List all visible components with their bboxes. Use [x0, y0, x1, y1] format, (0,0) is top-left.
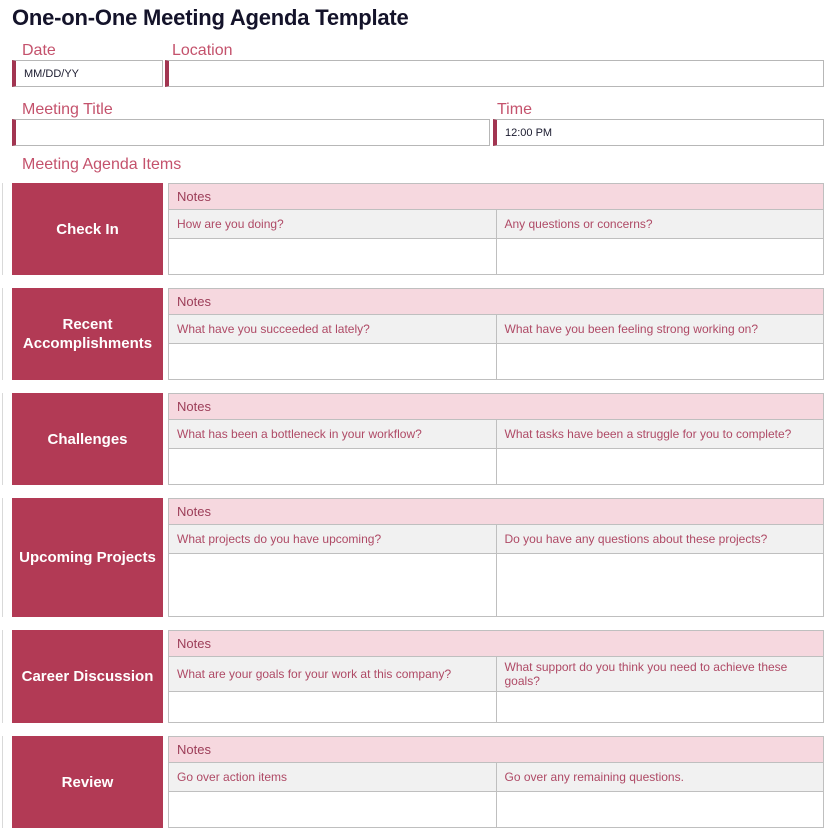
question-cell: How are you doing? [169, 210, 496, 238]
section-title: Career Discussion [21, 668, 154, 685]
notes-table [168, 183, 824, 275]
answer-cell[interactable] [496, 554, 824, 616]
date-input[interactable]: MM/DD/YY [12, 60, 163, 87]
answer-cell[interactable] [496, 449, 824, 484]
time-input[interactable]: 12:00 PM [493, 119, 824, 146]
section-title-block [12, 630, 163, 723]
notes-table [168, 393, 824, 485]
answer-cell[interactable] [169, 792, 496, 827]
agenda-items-heading: Meeting Agenda Items [22, 156, 182, 173]
section-title-block [12, 736, 163, 828]
title-time-labels-row [12, 95, 824, 119]
time-label: Time [497, 101, 532, 118]
question-row [169, 315, 823, 344]
meeting-title-input[interactable] [12, 119, 490, 146]
section-title: Upcoming Projects [19, 549, 156, 566]
agenda-section-challenges [12, 393, 824, 485]
answer-cell[interactable] [496, 344, 824, 379]
section-title: Check In [56, 220, 119, 238]
notes-table [168, 498, 824, 617]
answer-row [169, 239, 823, 274]
agenda-section-career-discussion [12, 630, 824, 723]
question-cell: What projects do you have upcoming? [169, 525, 496, 553]
answer-row [169, 554, 823, 616]
title-time-fields-row [12, 119, 824, 146]
meeting-title-label: Meeting Title [22, 101, 113, 118]
answer-cell[interactable] [496, 692, 824, 722]
answer-cell[interactable] [169, 239, 496, 274]
answer-cell[interactable] [169, 692, 496, 722]
section-title-block [12, 498, 163, 617]
section-title: Review [61, 773, 114, 791]
answer-cell[interactable] [496, 792, 824, 827]
section-title-block [12, 183, 163, 275]
question-cell: What support do you think you need to achieve these goals? [496, 657, 824, 691]
question-cell: What have you succeeded at lately? [169, 315, 496, 343]
page-title: One-on-One Meeting Agenda Template [12, 5, 409, 30]
notes-table [168, 630, 824, 723]
question-cell: What has been a bottleneck in your workflow? [169, 420, 496, 448]
answer-cell[interactable] [496, 239, 824, 274]
notes-header: Notes [169, 184, 823, 210]
question-row [169, 210, 823, 239]
agenda-section-review [12, 736, 824, 828]
date-label: Date [22, 42, 56, 59]
answer-row [169, 792, 823, 827]
question-row [169, 420, 823, 449]
agenda-section-upcoming-projects [12, 498, 824, 617]
answer-row [169, 344, 823, 379]
question-cell: Do you have any questions about these projects? [496, 525, 824, 553]
notes-header: Notes [169, 631, 823, 657]
notes-header: Notes [169, 737, 823, 763]
answer-row [169, 449, 823, 484]
question-cell: What tasks have been a struggle for you to complete? [496, 420, 824, 448]
section-title-block [12, 288, 163, 380]
section-title: Recent Accomplishments [22, 316, 153, 352]
date-location-fields-row [12, 60, 824, 87]
notes-header: Notes [169, 289, 823, 315]
question-cell: Go over any remaining questions. [496, 763, 824, 791]
notes-header: Notes [169, 499, 823, 525]
question-cell: Any questions or concerns? [496, 210, 824, 238]
answer-row [169, 692, 823, 722]
section-title-block [12, 393, 163, 485]
answer-cell[interactable] [169, 449, 496, 484]
question-row [169, 763, 823, 792]
location-label: Location [172, 42, 233, 59]
question-cell: What are your goals for your work at this company? [169, 657, 496, 691]
location-input[interactable] [165, 60, 824, 87]
notes-table [168, 288, 824, 380]
question-cell: Go over action items [169, 763, 496, 791]
agenda-section-recent-accomplishments [12, 288, 824, 380]
answer-cell[interactable] [169, 554, 496, 616]
question-row [169, 657, 823, 692]
question-cell: What have you been feeling strong working on? [496, 315, 824, 343]
agenda-section-check-in [12, 183, 824, 275]
section-title: Challenges [47, 430, 128, 448]
answer-cell[interactable] [169, 344, 496, 379]
notes-header: Notes [169, 394, 823, 420]
question-row [169, 525, 823, 554]
notes-table [168, 736, 824, 828]
date-location-labels-row [12, 39, 824, 60]
